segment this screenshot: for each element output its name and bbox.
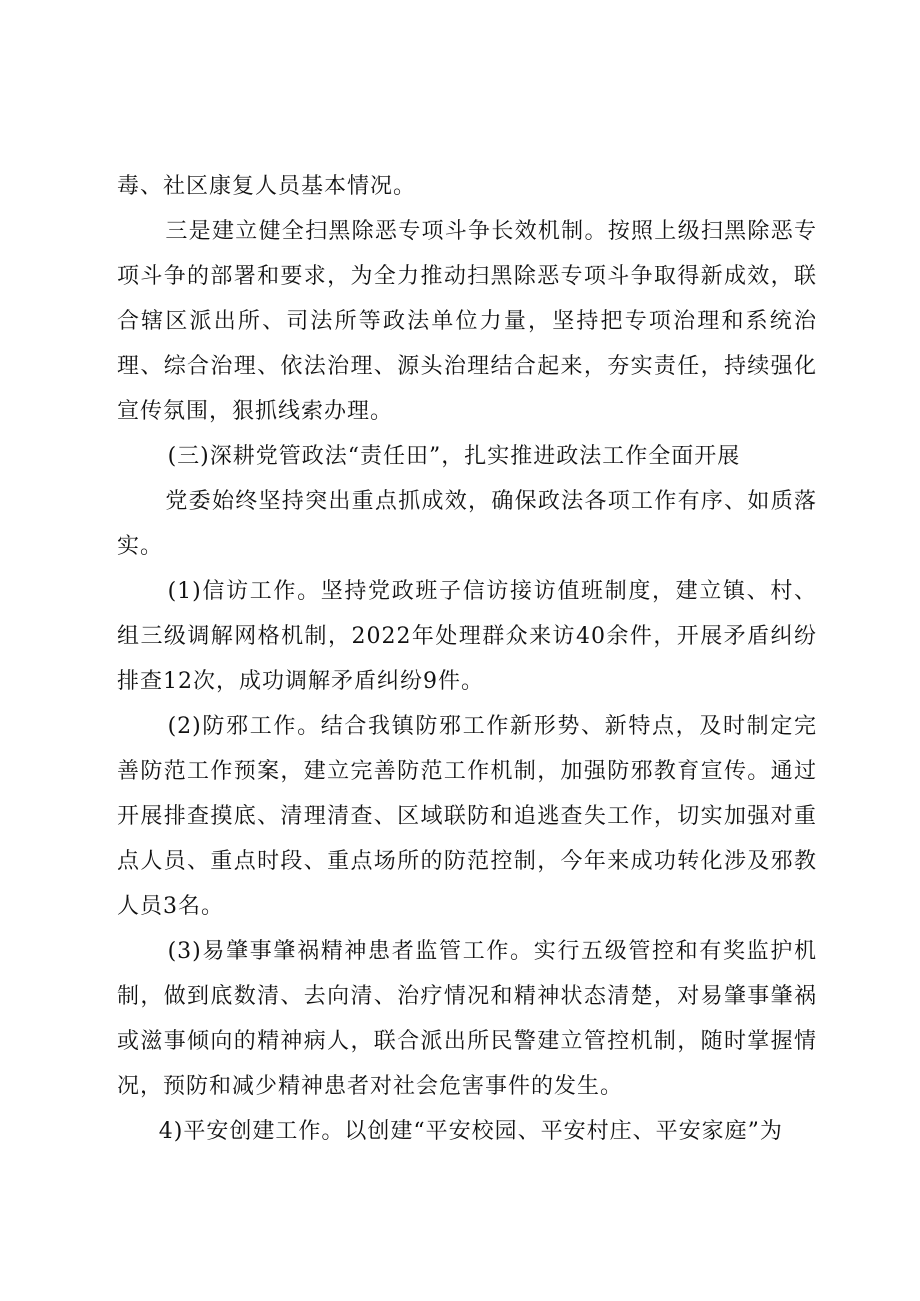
paragraph-party-committee: 党委始终坚持突出重点抓成效，确保政法各项工作有序、如质落实。 [117,489,817,559]
paragraph-three-mechanism: 三是建立健全扫黑除恶专项斗争长效机制。按照上级扫黑除恶专项斗争的部署和要求，为全力推动扫黑除恶专项斗争取得新成效，联合辖区派出所、司法所等政法单位力量，坚持把专项治理和系统治理、综合治理、依法治理、源头治理结合起来，夯实责任，持续强化宣传氛围，狠抓线索办理。 [117,219,817,424]
section-heading: (三)深耕党管政法“责任田”，扎实推进政法工作全面开展 [167,444,741,469]
paragraph-petition-work: (1)信访工作。坚持党政班子信访接访值班制度，建立镇、村、组三级调解网格机制，2022年处理群众来访40余件，开展矛盾纠纷排查12次，成功调解矛盾纠纷9件。 [117,579,818,694]
document-body [117,164,817,1154]
paragraph-safety-creation: 4)平安创建工作。以创建“平安校园、平安村庄、平安家庭”为 [158,1119,783,1144]
paragraph-continuation: 毒、社区康复人员基本情况。 [117,174,417,199]
paragraph-anti-cult-work: (2)防邪工作。结合我镇防邪工作新形势、新特点，及时制定完善防范工作预案，建立完善防范工作机制，加强防邪教育宣传。通过开展排查摸底、清理清查、区域联防和追逃查失工作，切实加强对重点人员、重点时段、重点场所的防范控制，今年来成功转化涉及邪教人员3名。 [117,714,817,919]
paragraph-mental-patient-supervision: (3)易肇事肇祸精神患者监管工作。实行五级管控和有奖监护机制，做到底数清、去向清、治疗情况和精神状态清楚，对易肇事肇祸或滋事倾向的精神病人，联合派出所民警建立管控机制，随时掌握情况，预防和减少精神患者对社会危害事件的发生。 [117,939,817,1099]
